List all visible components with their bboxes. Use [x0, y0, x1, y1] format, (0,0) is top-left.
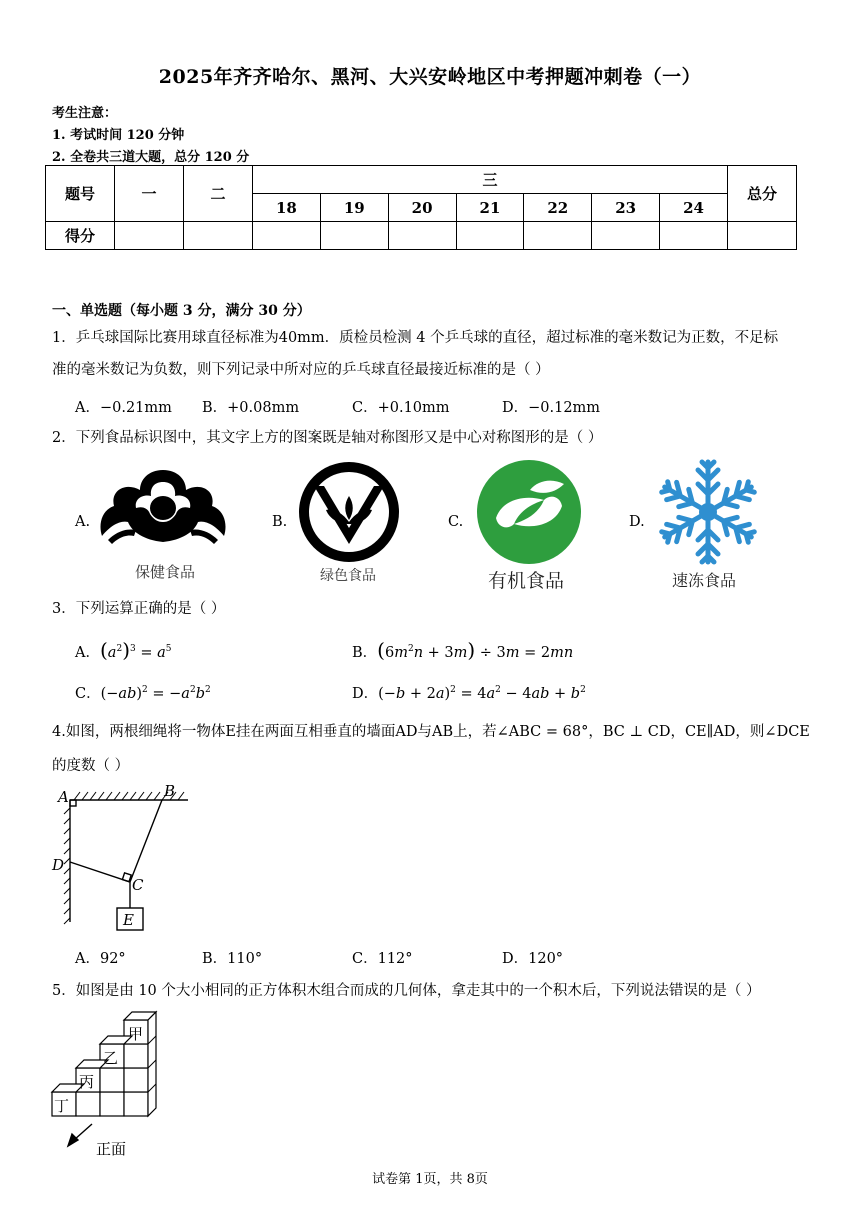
- label-b: B: [164, 784, 176, 800]
- q4-option-b[interactable]: B．110°: [202, 951, 263, 967]
- q2-letter-a[interactable]: A.: [75, 514, 91, 530]
- q3-option-a[interactable]: A．$(a^2)^3 = a^5$: [75, 638, 172, 662]
- q1-option-b[interactable]: B．+0.08mm: [202, 400, 300, 416]
- q2-text: 2．下列食品标识图中，其文字上方的图案既是轴对称图形又是中心对称图形的是（ ）: [52, 430, 603, 446]
- label-yi: 乙: [103, 1049, 119, 1067]
- score-cell[interactable]: [524, 222, 592, 250]
- sub-col: 21: [456, 194, 524, 222]
- label-a: A: [58, 788, 69, 806]
- q1-line2: 准的毫米数记为负数，则下列记录中所对应的乒乓球直径最接近标准的是（ ）: [52, 362, 550, 378]
- q3-letter-b: B．: [352, 645, 378, 661]
- score-cell[interactable]: [728, 222, 797, 250]
- green-food-logo: [296, 462, 402, 564]
- q4-option-a[interactable]: A．92°: [75, 951, 126, 967]
- q3-option-b[interactable]: B．$(6m^2n + 3m) \div 3m = 2mn$: [352, 638, 574, 662]
- label-jia: 甲: [128, 1025, 144, 1043]
- col-two: 二: [184, 166, 253, 222]
- label-e: E: [123, 911, 134, 929]
- q5-blocks-figure: [48, 1008, 168, 1160]
- q4-option-c[interactable]: C．112°: [352, 951, 413, 967]
- q5-text: 5．如图是由 10 个大小相同的正方体积木组合而成的几何体，拿走其中的一个积木后，下列说法错误的是（ ）: [52, 983, 761, 999]
- col-total: 总分: [728, 166, 797, 222]
- page-title: 2025年齐齐哈尔、黑河、大兴安岭地区中考押题冲刺卷（一）: [158, 66, 702, 88]
- score-cell[interactable]: [592, 222, 660, 250]
- label-d: D: [52, 856, 65, 874]
- front-label: 正面: [96, 1140, 127, 1158]
- notice-heading: 考生注意：: [52, 106, 118, 121]
- q4-line2: 的度数（ ）: [52, 758, 130, 774]
- q1-line1: 1．乒乓球国际比赛用球直径标准为40mm．质检员检测 4 个乒乓球的直径，超过标准的毫米数记为正数，不足标: [52, 330, 779, 346]
- sub-col: 24: [660, 194, 728, 222]
- notice-item-1: 1. 考试时间 120 分钟: [52, 128, 185, 143]
- q1-option-a[interactable]: A．−0.21mm: [75, 400, 172, 416]
- label-c: C: [132, 876, 144, 894]
- col-three: 三: [253, 166, 728, 194]
- q3-letter-c: C．: [75, 686, 101, 702]
- q1-option-d[interactable]: D．−0.12mm: [502, 400, 601, 416]
- label-bing: 丙: [79, 1073, 95, 1091]
- q4-line1: 4.如图，两根细绳将一物体E挂在两面互相垂直的墙面AD与AB上，若∠ABC = 68°，BC ⊥ CD，CE∥AD，则∠DCE: [52, 724, 810, 740]
- q2-letter-b[interactable]: B.: [272, 514, 288, 530]
- snowflake-logo: [655, 458, 761, 566]
- q3-option-d[interactable]: D．$(-b + 2a)^2 = 4a^2 - 4ab + b^2$: [352, 685, 586, 702]
- row-label-score: 得分: [46, 222, 115, 250]
- q2-letter-d[interactable]: D.: [629, 514, 645, 530]
- q3-letter-a: A．: [75, 645, 100, 661]
- sub-col: 19: [320, 194, 388, 222]
- q4-figure: [50, 784, 195, 936]
- col-one: 一: [115, 166, 184, 222]
- label-ding: 丁: [54, 1097, 70, 1115]
- health-food-logo: [96, 466, 230, 558]
- page-footer: 试卷第 1页，共 8页: [372, 1172, 488, 1187]
- score-cell[interactable]: [184, 222, 253, 250]
- sub-col: 20: [388, 194, 456, 222]
- q1-option-c[interactable]: C．+0.10mm: [352, 400, 450, 416]
- section-heading: 一、单选题（每小题 3 分，满分 30 分）: [52, 303, 311, 319]
- q2-caption-a: 保健食品: [135, 563, 196, 581]
- q4-option-d[interactable]: D．120°: [502, 951, 564, 967]
- q3-letter-d: D．: [352, 686, 379, 702]
- score-table: [45, 165, 797, 250]
- q2-letter-c[interactable]: C.: [448, 514, 464, 530]
- score-cell[interactable]: [253, 222, 321, 250]
- q3-option-c[interactable]: C．$(-ab)^2 = -a^2b^2$: [75, 685, 211, 702]
- score-cell[interactable]: [115, 222, 184, 250]
- score-cell[interactable]: [320, 222, 388, 250]
- notice-item-2: 2. 全卷共三道大题，总分 120 分: [52, 150, 250, 165]
- sub-col: 23: [592, 194, 660, 222]
- q2-caption-c: 有机食品: [488, 570, 565, 592]
- row-label-number: 题号: [46, 166, 115, 222]
- organic-food-logo: [474, 458, 584, 566]
- sub-col: 22: [524, 194, 592, 222]
- q2-caption-b: 绿色食品: [320, 568, 376, 584]
- q2-caption-d: 速冻食品: [672, 571, 737, 590]
- sub-col: 18: [253, 194, 321, 222]
- score-cell[interactable]: [456, 222, 524, 250]
- score-cell[interactable]: [660, 222, 728, 250]
- score-cell[interactable]: [388, 222, 456, 250]
- q3-text: 3．下列运算正确的是（ ）: [52, 601, 226, 617]
